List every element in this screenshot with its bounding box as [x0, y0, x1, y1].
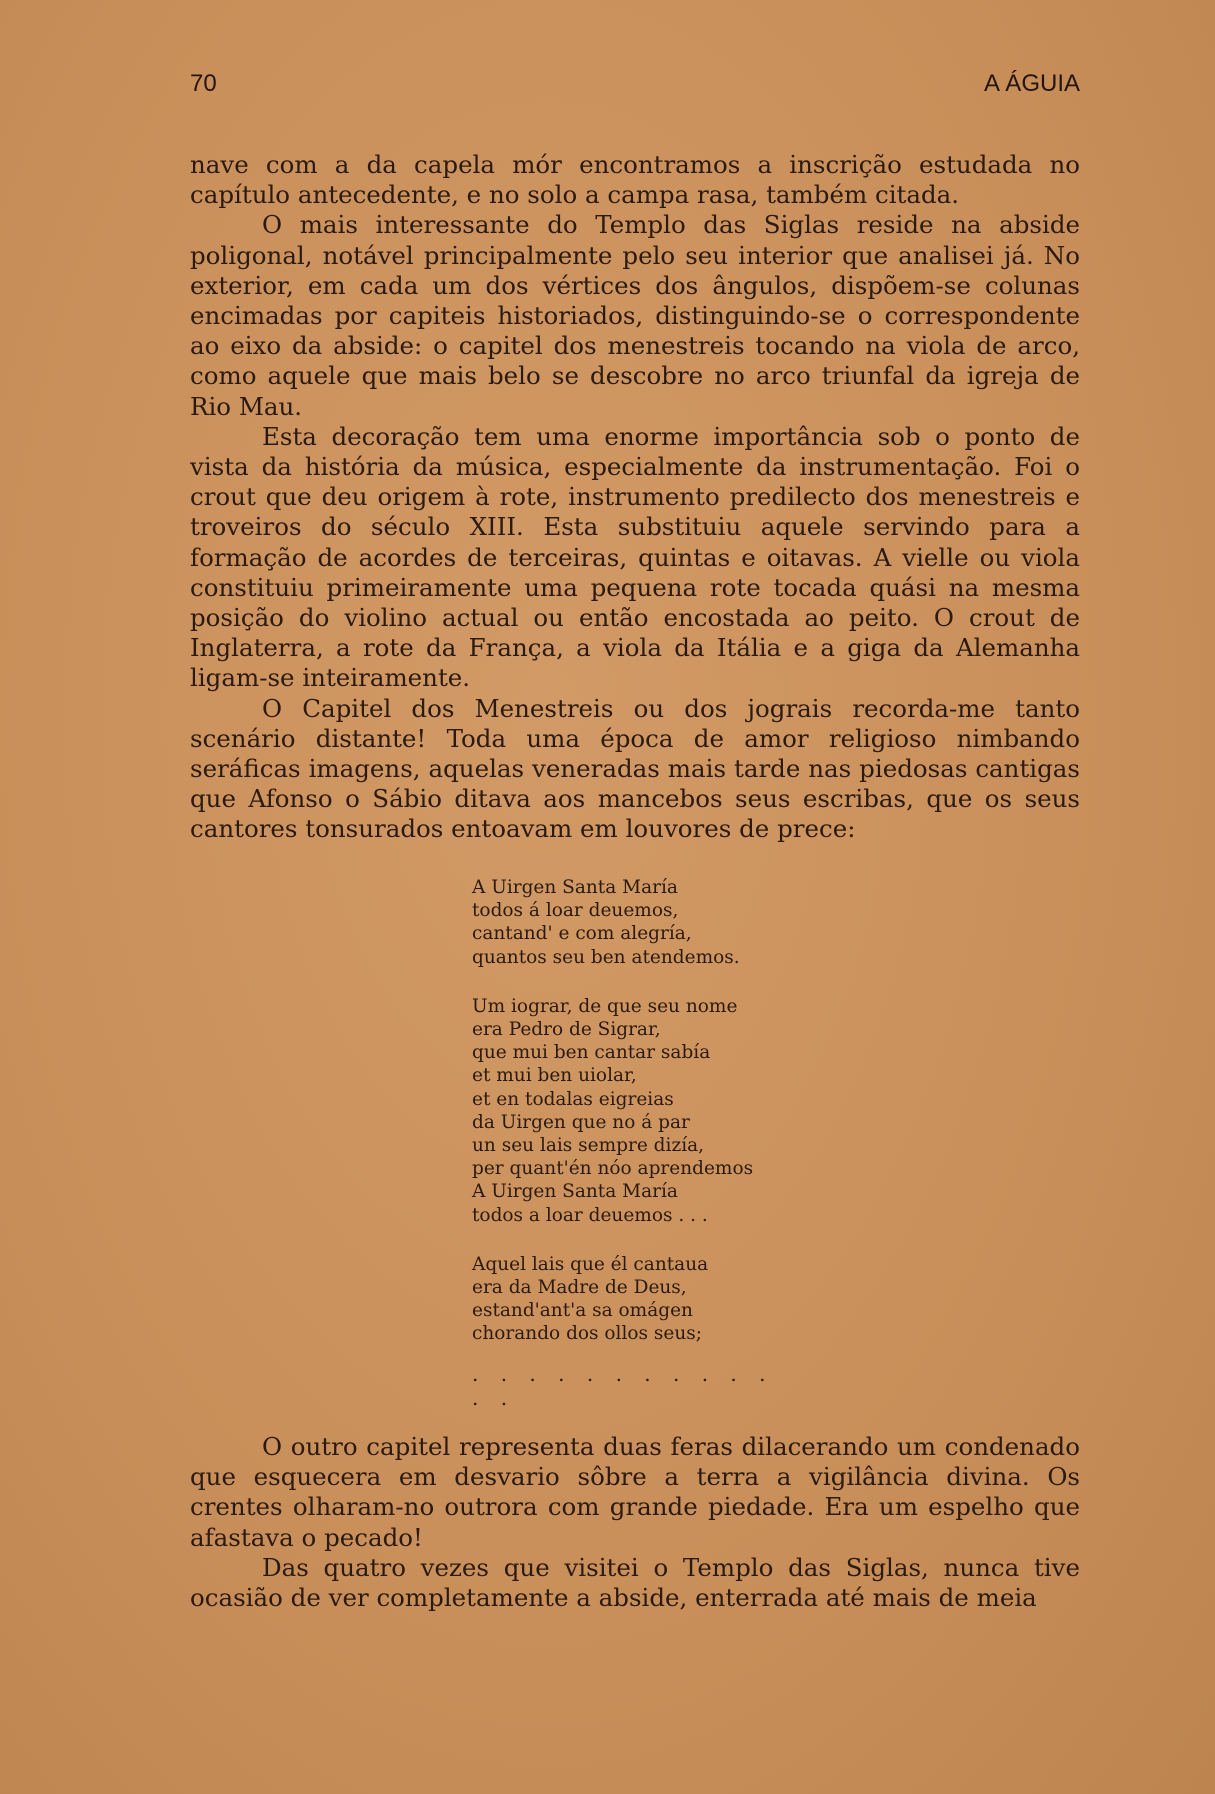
paragraph: nave com a da capela mór encontramos a inscrição estudada no capítulo antecedente, e no solo a campa rasa, também citada.	[190, 150, 1080, 210]
page-number: 70	[190, 70, 217, 97]
main-text	[190, 150, 1080, 845]
verse-line: Um iograr, de que seu nome	[472, 995, 738, 1017]
verse-line: estand'ant'a sa omágen	[472, 1300, 693, 1322]
verse-stanza	[472, 1253, 892, 1346]
verse-stanza	[472, 995, 892, 1227]
verse-line: chorando dos ollos seus;	[472, 1323, 702, 1345]
verse-line: A Uirgen Santa María	[472, 877, 678, 898]
verse-line: era da Madre de Deus,	[472, 1277, 687, 1299]
verse-line: era Pedro de Sigrar,	[472, 1019, 661, 1041]
verse-line: que mui ben cantar sabía	[472, 1042, 711, 1064]
verse-line: et en todalas eigreias	[472, 1088, 674, 1110]
verse-line: un seu lais sempre dizía,	[472, 1135, 705, 1157]
verse-line: et mui ben uiolar,	[472, 1065, 637, 1087]
verse-line: Aquel lais que él cantaua	[472, 1253, 709, 1275]
verse-line: quantos seu ben atendemos.	[472, 946, 740, 968]
cantiga-verse	[472, 876, 892, 1372]
paragraph: O outro capitel representa duas feras dilacerando um condenado que esquecera em desvario sôbre a terra a vigilância divina. Os crentes olharam-no outrora com grande piedade. Era um espelho que afastava o pecado!	[190, 1432, 1080, 1552]
running-title: A ÁGUIA	[983, 70, 1080, 97]
paragraph: O mais interessante do Templo das Siglas reside na abside poligonal, notável principalmente pelo seu interior que analisei já. No exterior, em cada um dos vértices dos ângulos, dispõem-se colunas encimadas por capiteis historiados, distinguindo-se o correspondente ao eixo da abside: o capitel dos menestreis tocando na viola de arco, como aquele que mais belo se descobre no arco triunfal da igreja de Rio Mau.	[190, 210, 1080, 421]
paragraph: Esta decoração tem uma enorme importância sob o ponto de vista da história da música, especialmente da instrumentação. Foi o crout que deu origem à rote, instrumento predilecto dos menestreis e troveiros do século XIII. Esta substituiu aquele servindo para a formação de acordes de terceiras, quintas e oitavas. A vielle ou viola constituiu primeiramente uma pequena rote tocada quási na mesma posição do violino actual ou então encostada ao peito. O crout de Inglaterra, a rote da França, a viola da Itália e a giga da Alemanha ligam-se inteiramente.	[190, 421, 1080, 693]
verse-line: cantand' e com alegría,	[472, 923, 692, 945]
verse-line: A Uirgen Santa María	[472, 1181, 678, 1203]
verse-stanza	[472, 876, 892, 969]
page-header	[190, 66, 1080, 102]
paragraph: O Capitel dos Menestreis ou dos jograis recorda-me tanto scenário distante! Toda uma época de amor religioso nimbando seráficas imagens, aquelas veneradas mais tarde nas piedosas cantigas que Afonso o Sábio ditava aos mancebos seus escribas, que os seus cantores tonsurados entoavam em louvores de prece:	[190, 693, 1080, 844]
verse-line: todos á loar deuemos,	[472, 900, 679, 922]
verse-line: per quant'én nóo aprendemos	[472, 1158, 754, 1180]
closing-text	[190, 1432, 1080, 1613]
verse-line: todos a loar deuemos . . .	[472, 1204, 708, 1226]
paragraph: Das quatro vezes que visitei o Templo das Siglas, nunca tive ocasião de ver completamente a abside, enterrada até mais de meia	[190, 1552, 1080, 1613]
verse-line: da Uirgen que no á par	[472, 1111, 690, 1133]
verse-ellipsis: . . . . . . . . . . . . .	[472, 1362, 774, 1410]
